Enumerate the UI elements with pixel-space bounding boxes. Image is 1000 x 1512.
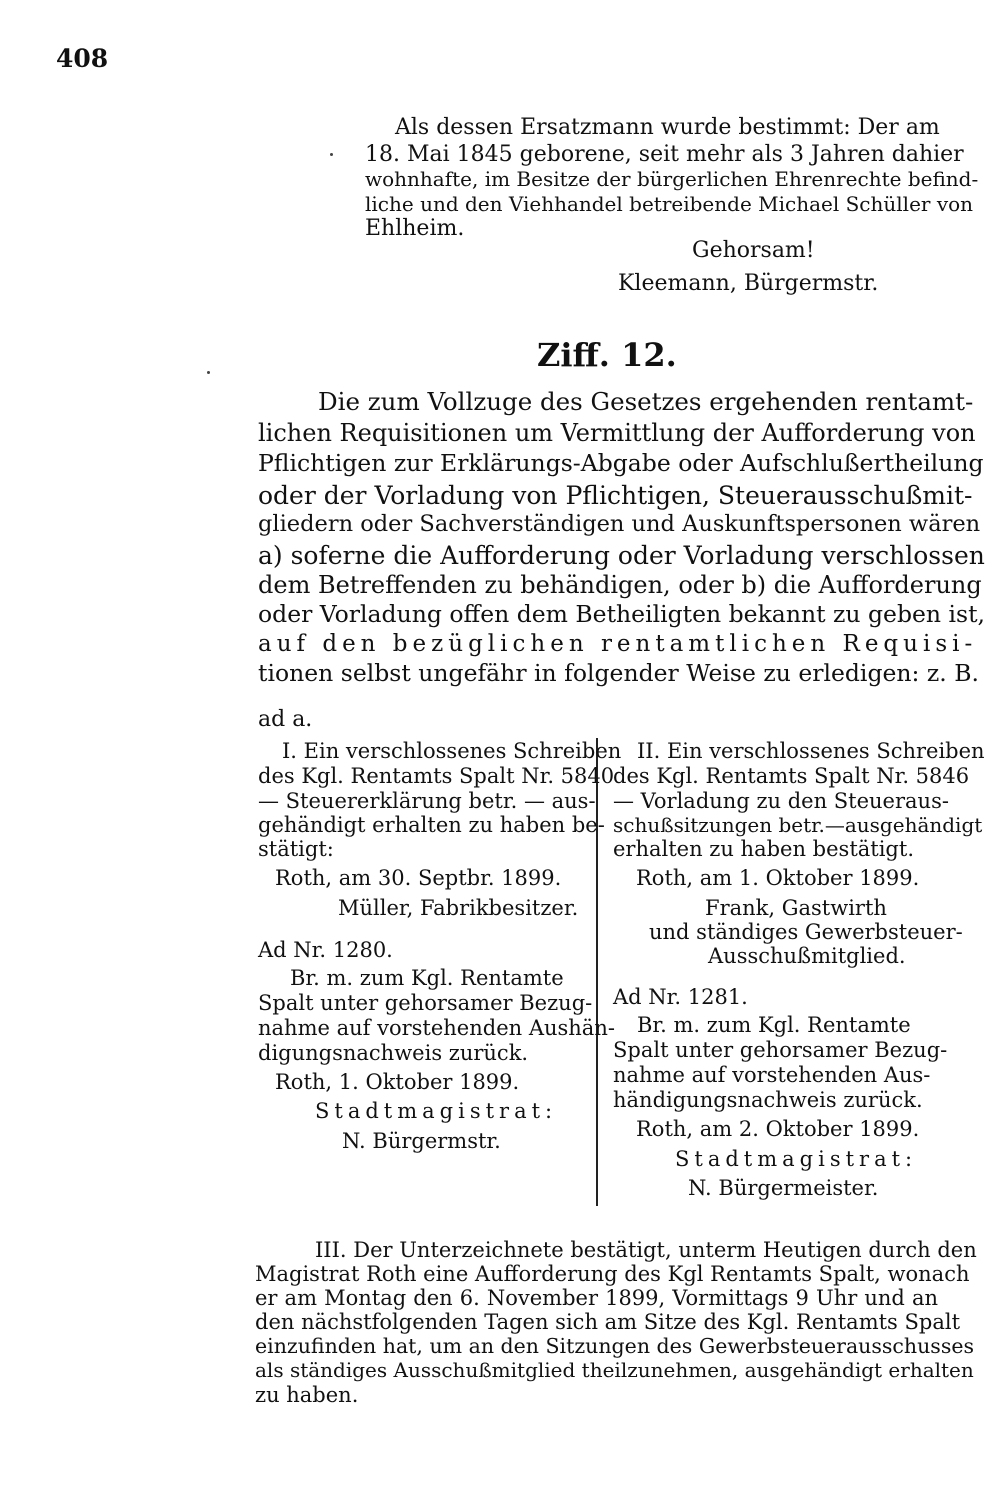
right-reply-line: händigungsnachweis zurück. bbox=[613, 1088, 923, 1112]
section-heading: Ziff. 12. bbox=[537, 336, 677, 374]
right-authority-sign: N. Bürgermeister. bbox=[688, 1176, 879, 1200]
section-line: gliedern oder Sachverständigen und Auskunftspersonen wären bbox=[258, 511, 981, 537]
left-authority: Stadtmagistrat: bbox=[315, 1099, 558, 1123]
page-number: 408 bbox=[56, 44, 109, 73]
right-reply-line: Br. m. zum Kgl. Rentamte bbox=[637, 1013, 911, 1037]
part-three-line: er am Montag den 6. November 1899, Vormittags 9 Uhr und an bbox=[255, 1286, 938, 1310]
right-signature-line: Frank, Gastwirth bbox=[705, 896, 887, 920]
section-line: Pflichtigen zur Erklärungs-Abgabe oder Aufschlußertheilung bbox=[258, 449, 984, 477]
right-authority: Stadtmagistrat: bbox=[675, 1147, 918, 1171]
section-line: auf den bezüglichen rentamtlichen Requisi- bbox=[258, 631, 978, 657]
right-reply-line: nahme auf vorstehenden Aus- bbox=[613, 1063, 931, 1087]
right-reply-place-date: Roth, am 2. Oktober 1899. bbox=[636, 1117, 920, 1141]
section-line: lichen Requisitionen um Vermittlung der Aufforderung von bbox=[258, 419, 976, 447]
stray-mark bbox=[207, 371, 210, 374]
left-signature: Müller, Fabrikbesitzer. bbox=[338, 896, 579, 920]
stray-mark bbox=[330, 153, 333, 156]
section-line: oder Vorladung offen dem Betheiligten bekannt zu geben ist, bbox=[258, 600, 985, 628]
column-divider bbox=[596, 738, 598, 1206]
left-line: — Steuererklärung betr. — aus- bbox=[258, 789, 596, 813]
left-line: stätigt: bbox=[258, 837, 334, 861]
part-three-line: den nächstfolgenden Tagen sich am Sitze des Kgl. Rentamts Spalt bbox=[255, 1310, 961, 1334]
section-line: dem Betreffenden zu behändigen, oder b) die Aufforderung bbox=[258, 571, 982, 599]
right-line: erhalten zu haben bestätigt. bbox=[613, 837, 914, 861]
right-place-date: Roth, am 1. Oktober 1899. bbox=[636, 866, 920, 890]
left-authority-sign: N. Bürgermstr. bbox=[342, 1129, 501, 1153]
section-line: tionen selbst ungefähr in folgender Weise zu erledigen: z. B. bbox=[258, 659, 979, 687]
part-three-line: Magistrat Roth eine Aufforderung des Kgl Rentamts Spalt, wonach bbox=[255, 1262, 970, 1286]
intro-signature: Kleemann, Bürgermstr. bbox=[618, 271, 879, 296]
part-three-line: zu haben. bbox=[255, 1383, 359, 1407]
left-line: I. Ein verschlossenes Schreiben bbox=[282, 739, 622, 763]
right-line: — Vorladung zu den Steueraus- bbox=[613, 789, 949, 813]
right-ad-nr: Ad Nr. 1281. bbox=[613, 985, 748, 1009]
right-reply-line: Spalt unter gehorsamer Bezug- bbox=[613, 1038, 948, 1062]
left-line: gehändigt erhalten zu haben be- bbox=[258, 813, 605, 837]
left-ad-nr: Ad Nr. 1280. bbox=[258, 938, 393, 962]
left-reply-line: digungsnachweis zurück. bbox=[258, 1041, 529, 1065]
left-reply-line: Br. m. zum Kgl. Rentamte bbox=[290, 966, 564, 990]
right-signature-line: und ständiges Gewerbsteuer- bbox=[649, 920, 963, 944]
intro-closing: Gehorsam! bbox=[692, 238, 815, 263]
intro-line: liche und den Viehhandel betreibende Michael Schüller von bbox=[365, 192, 974, 216]
right-line: des Kgl. Rentamts Spalt Nr. 5846 bbox=[613, 764, 970, 788]
intro-line: Als dessen Ersatzmann wurde bestimmt: Der am bbox=[395, 115, 940, 140]
intro-line: wohnhafte, im Besitze der bürgerlichen Ehrenrechte befind- bbox=[365, 167, 979, 191]
intro-line: 18. Mai 1845 geborene, seit mehr als 3 Jahren dahier bbox=[365, 142, 964, 167]
left-place-date: Roth, am 30. Septbr. 1899. bbox=[275, 866, 562, 890]
section-line: oder der Vorladung von Pflichtigen, Steuerausschußmit- bbox=[258, 481, 973, 510]
left-line: des Kgl. Rentamts Spalt Nr. 5840 bbox=[258, 764, 615, 788]
left-reply-line: Spalt unter gehorsamer Bezug- bbox=[258, 991, 593, 1015]
left-reply-place-date: Roth, 1. Oktober 1899. bbox=[275, 1070, 520, 1094]
intro-line: Ehlheim. bbox=[365, 216, 465, 241]
part-three-line: als ständiges Ausschußmitglied theilzunehmen, ausgehändigt erhalten bbox=[255, 1358, 974, 1382]
ad-a-label: ad a. bbox=[258, 707, 313, 732]
part-three-line: III. Der Unterzeichnete bestätigt, unterm Heutigen durch den bbox=[315, 1238, 977, 1262]
section-line: a) soferne die Aufforderung oder Vorladung verschlossen bbox=[258, 541, 985, 570]
right-signature-line: Ausschußmitglied. bbox=[708, 944, 906, 968]
section-line: Die zum Vollzuge des Gesetzes ergehenden rentamt- bbox=[318, 387, 974, 416]
part-three-line: einzufinden hat, um an den Sitzungen des Gewerbsteuerausschusses bbox=[255, 1334, 975, 1358]
left-reply-line: nahme auf vorstehenden Aushän- bbox=[258, 1016, 615, 1040]
right-line: II. Ein verschlossenes Schreiben bbox=[637, 739, 985, 763]
right-line: schußsitzungen betr.—ausgehändigt bbox=[613, 813, 983, 837]
